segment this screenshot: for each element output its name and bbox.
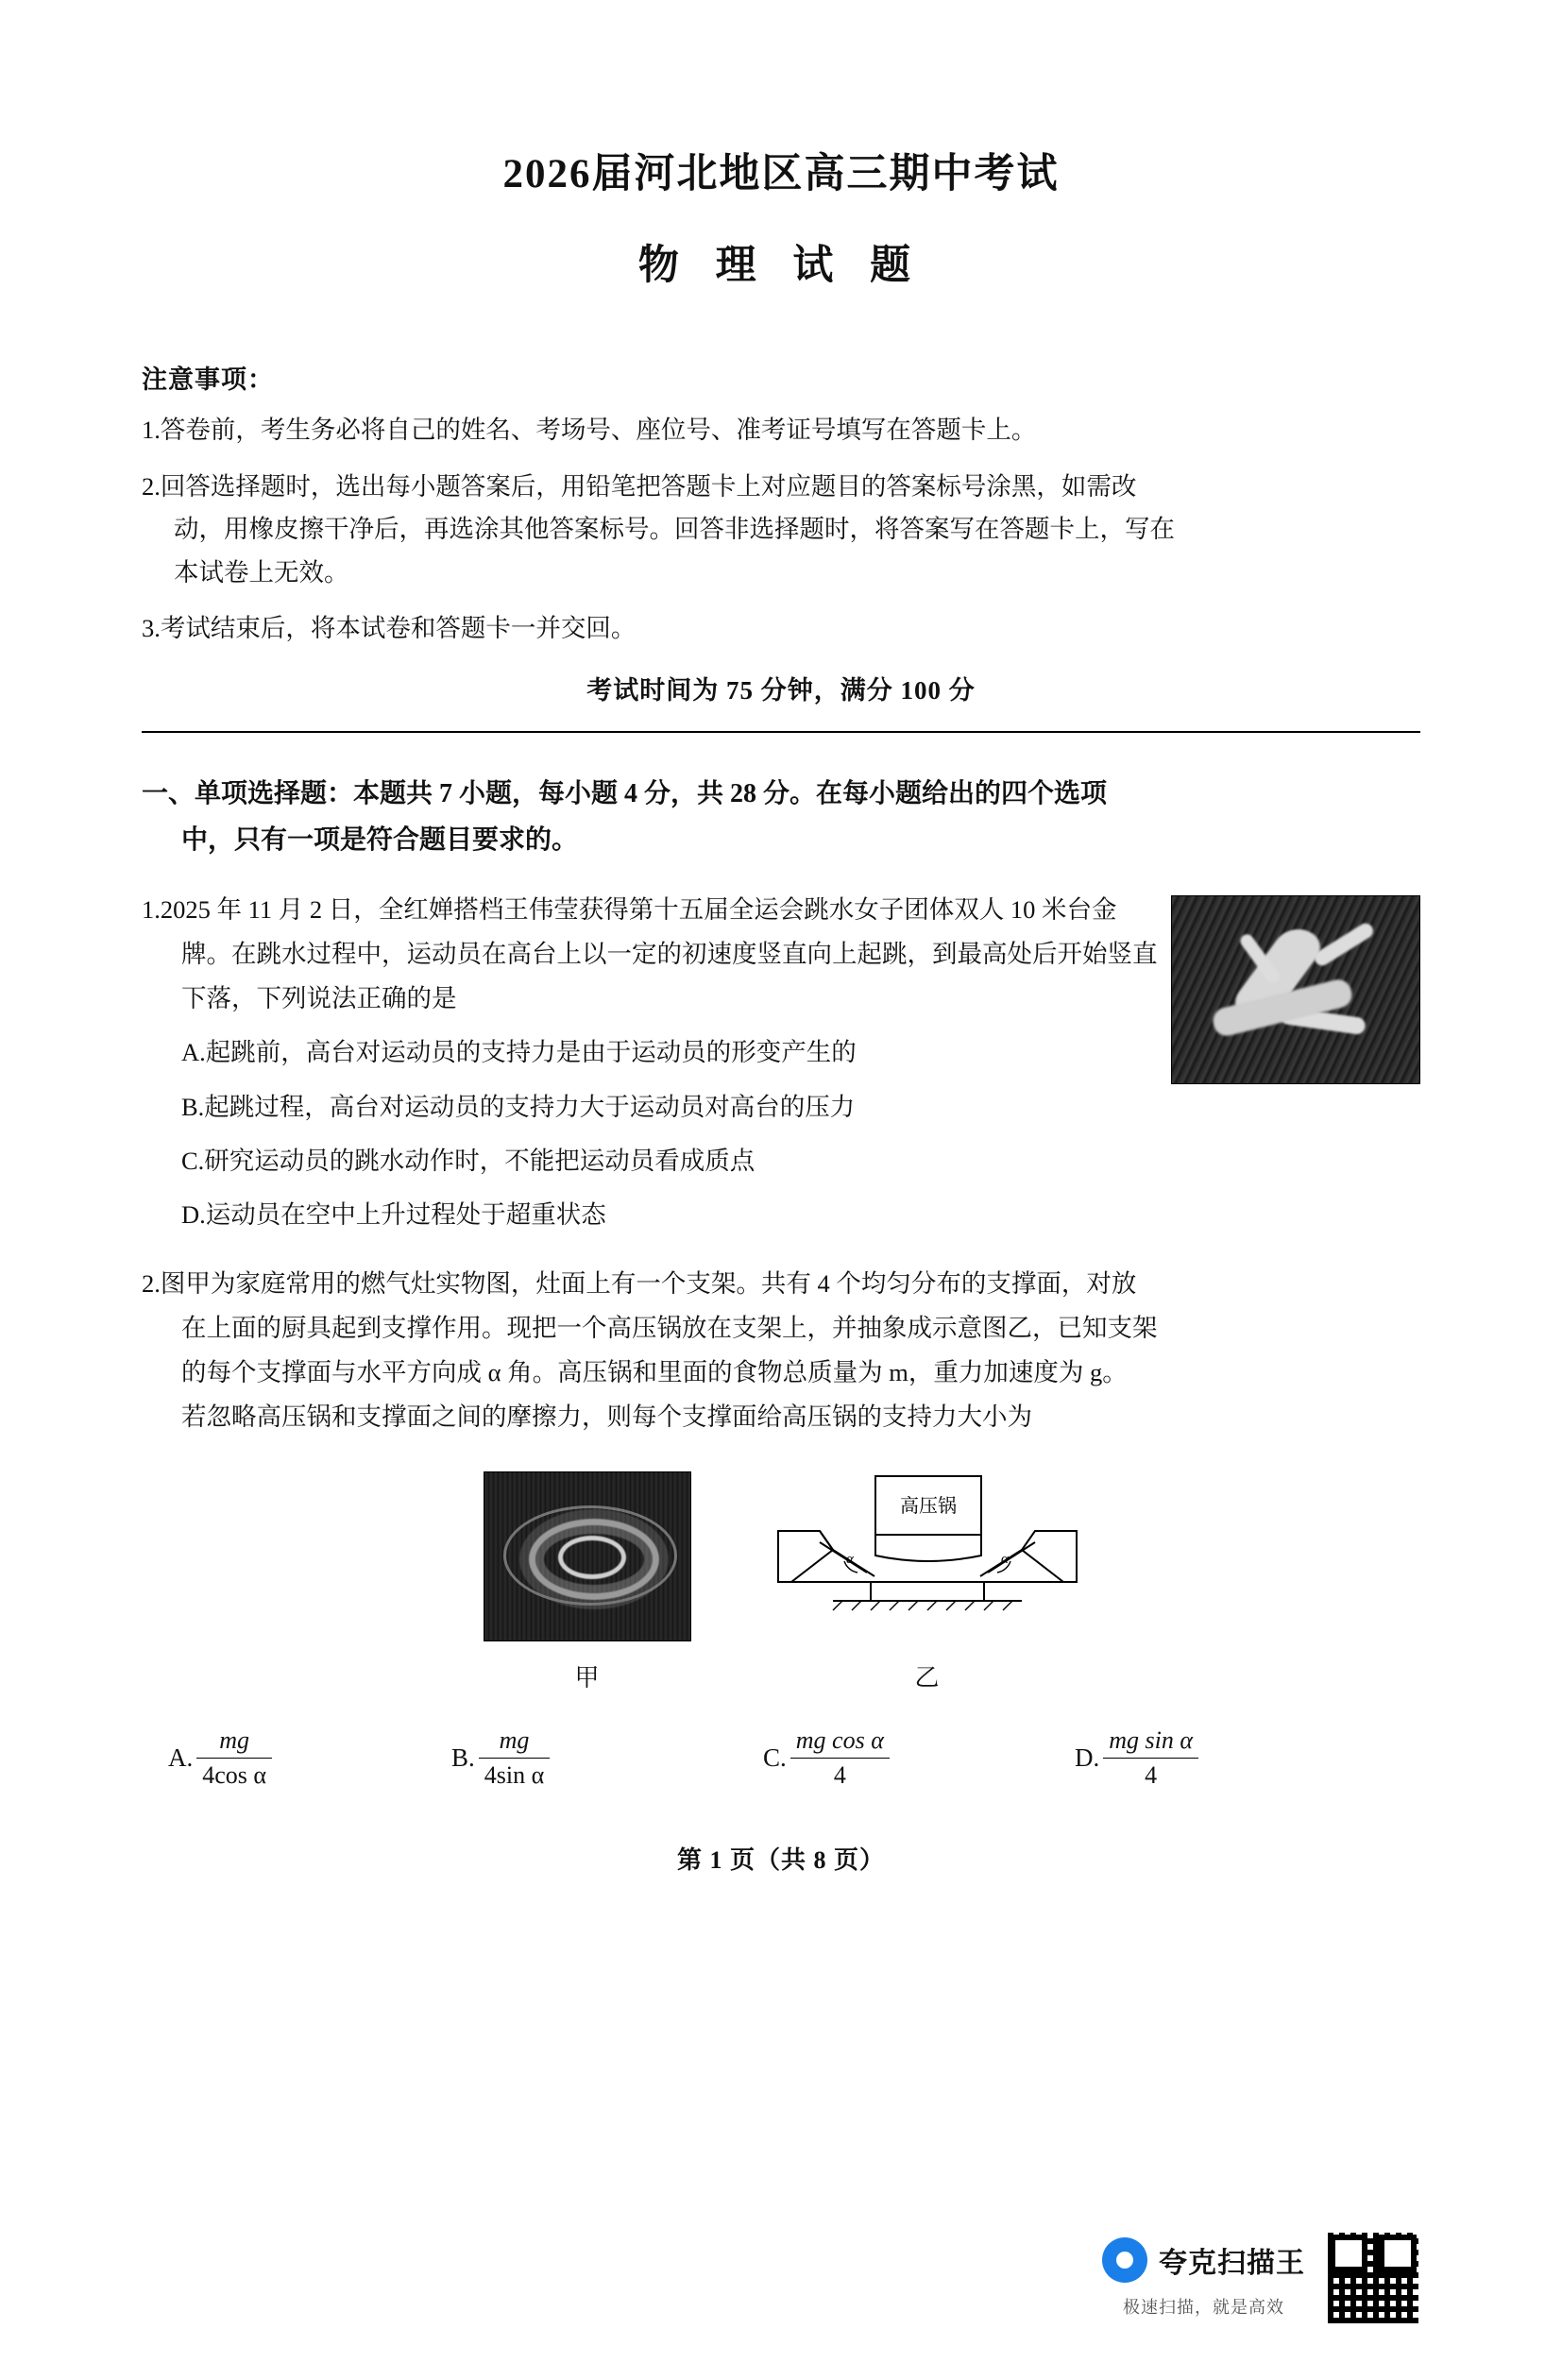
angle-label-left: α	[846, 1551, 854, 1567]
quark-logo-icon	[1102, 2237, 1147, 2283]
gas-stove-photo	[484, 1471, 691, 1641]
scanner-watermark	[1102, 2231, 1420, 2325]
angle-label-right: α	[1001, 1551, 1009, 1567]
answer-a-numerator: mg	[196, 1726, 272, 1760]
watermark-slogan: 极速扫描，就是高效	[1123, 2298, 1284, 2317]
question-2-line-3: 的每个支撑面与水平方向成 α 角。高压锅和里面的食物总质量为 m，重力加速度为 g。	[181, 1358, 1128, 1387]
answer-b-numerator: mg	[479, 1726, 550, 1760]
answer-c-denominator: 4	[833, 1761, 846, 1790]
page-number: 第 1 页（共 8 页）	[676, 1845, 885, 1874]
answer-a-denominator: 4cos α	[202, 1761, 267, 1790]
answer-a-label: A.	[168, 1743, 194, 1773]
answer-d-label: D.	[1075, 1743, 1100, 1773]
question-2-line-1: 2.图甲为家庭常用的燃气灶实物图，灶面上有一个支架。共有 4 个均匀分布的支撑面，对放	[142, 1268, 1137, 1298]
figure-jia-caption: 甲	[574, 1663, 601, 1692]
qr-code-icon	[1326, 2231, 1420, 2325]
question-1	[142, 888, 1420, 1237]
answer-c-label: C.	[763, 1743, 787, 1773]
notice-item-1: 1.答卷前，考生务必将自己的姓名、考场号、座位号、准考证号填写在答题卡上。	[142, 416, 1037, 444]
question-2-answer-d	[1075, 1726, 1198, 1792]
watermark-brand-row	[1102, 2237, 1305, 2283]
diving-photo	[1171, 895, 1420, 1084]
question-2-answer-b	[451, 1726, 763, 1792]
question-2-figures	[142, 1469, 1420, 1693]
answer-d-numerator: mg sin α	[1103, 1726, 1198, 1760]
question-1-option-c: C.研究运动员的跳水动作时，不能把运动员看成质点	[181, 1146, 756, 1175]
question-1-line-1: 1.2025 年 11 月 2 日，全红婵搭档王伟莹获得第十五届全运会跳水女子团体双人 10 米台金	[142, 894, 1117, 924]
question-1-option-a: A.起跳前，高台对运动员的支持力是由于运动员的形变产生的	[181, 1038, 857, 1067]
header-divider	[142, 731, 1420, 733]
answer-b-label: B.	[451, 1743, 475, 1773]
question-2	[142, 1262, 1420, 1440]
pressure-cooker-label: 高压锅	[900, 1495, 957, 1517]
section-1-heading	[142, 771, 1420, 863]
figure-yi-caption: 乙	[914, 1663, 941, 1692]
notice-item-2-line-1: 2.回答选择题时，选出每小题答案后，用铅笔把答题卡上对应题目的答案标号涂黑，如需改	[142, 471, 1137, 501]
notice-item-2-line-3: 本试卷上无效。	[174, 557, 349, 586]
pressure-cooker-diagram	[776, 1469, 1078, 1637]
watermark-brand-name: 夸克扫描王	[1159, 2248, 1305, 2279]
section-1-heading-line-2: 中，只有一项是符合题目要求的。	[181, 824, 579, 855]
question-1-option-b: B.起跳过程，高台对运动员的支持力大于运动员对高台的压力	[181, 1092, 856, 1121]
answer-b-denominator: 4sin α	[484, 1761, 545, 1790]
question-2-answers	[142, 1726, 1420, 1792]
watermark-text-block	[1102, 2237, 1305, 2319]
notice-item-2	[142, 466, 1420, 595]
question-1-line-3: 下落，下列说法正确的是	[181, 984, 457, 1013]
notice-heading: 注意事项：	[142, 366, 274, 394]
question-2-line-4: 若忽略高压锅和支撑面之间的摩擦力，则每个支撑面给高压锅的支持力大小为	[181, 1402, 1032, 1432]
notice-item-3: 3.考试结束后，将本试卷和答题卡一并交回。	[142, 614, 637, 643]
question-2-answer-c	[763, 1726, 1075, 1792]
figure-jia	[484, 1471, 691, 1693]
question-1-line-2: 牌。在跳水过程中，运动员在高台上以一定的初速度竖直向上起跳，到最高处后开始竖直	[181, 940, 1158, 969]
notice-item-2-line-2: 动，用橡皮擦干净后，再选涂其他答案标号。回答非选择题时，将答案写在答题卡上，写在	[174, 515, 1175, 544]
question-2-answer-a	[168, 1726, 451, 1792]
section-1-heading-line-1: 一、单项选择题：本题共 7 小题，每小题 4 分，共 28 分。在每小题给出的四个选项	[142, 778, 1108, 808]
figure-yi	[776, 1469, 1078, 1693]
subject-title: 物 理 试 题	[637, 244, 925, 288]
exam-time-note: 考试时间为 75 分钟，满分 100 分	[586, 675, 976, 705]
question-1-option-d: D.运动员在空中上升过程处于超重状态	[181, 1199, 606, 1229]
question-2-line-2: 在上面的厨具起到支撑作用。现把一个高压锅放在支架上，并抽象成示意图乙，已知支架	[181, 1314, 1158, 1343]
answer-c-numerator: mg cos α	[790, 1726, 890, 1760]
page-title: 2026届河北地区高三期中考试	[502, 152, 1060, 196]
answer-d-denominator: 4	[1145, 1761, 1158, 1790]
